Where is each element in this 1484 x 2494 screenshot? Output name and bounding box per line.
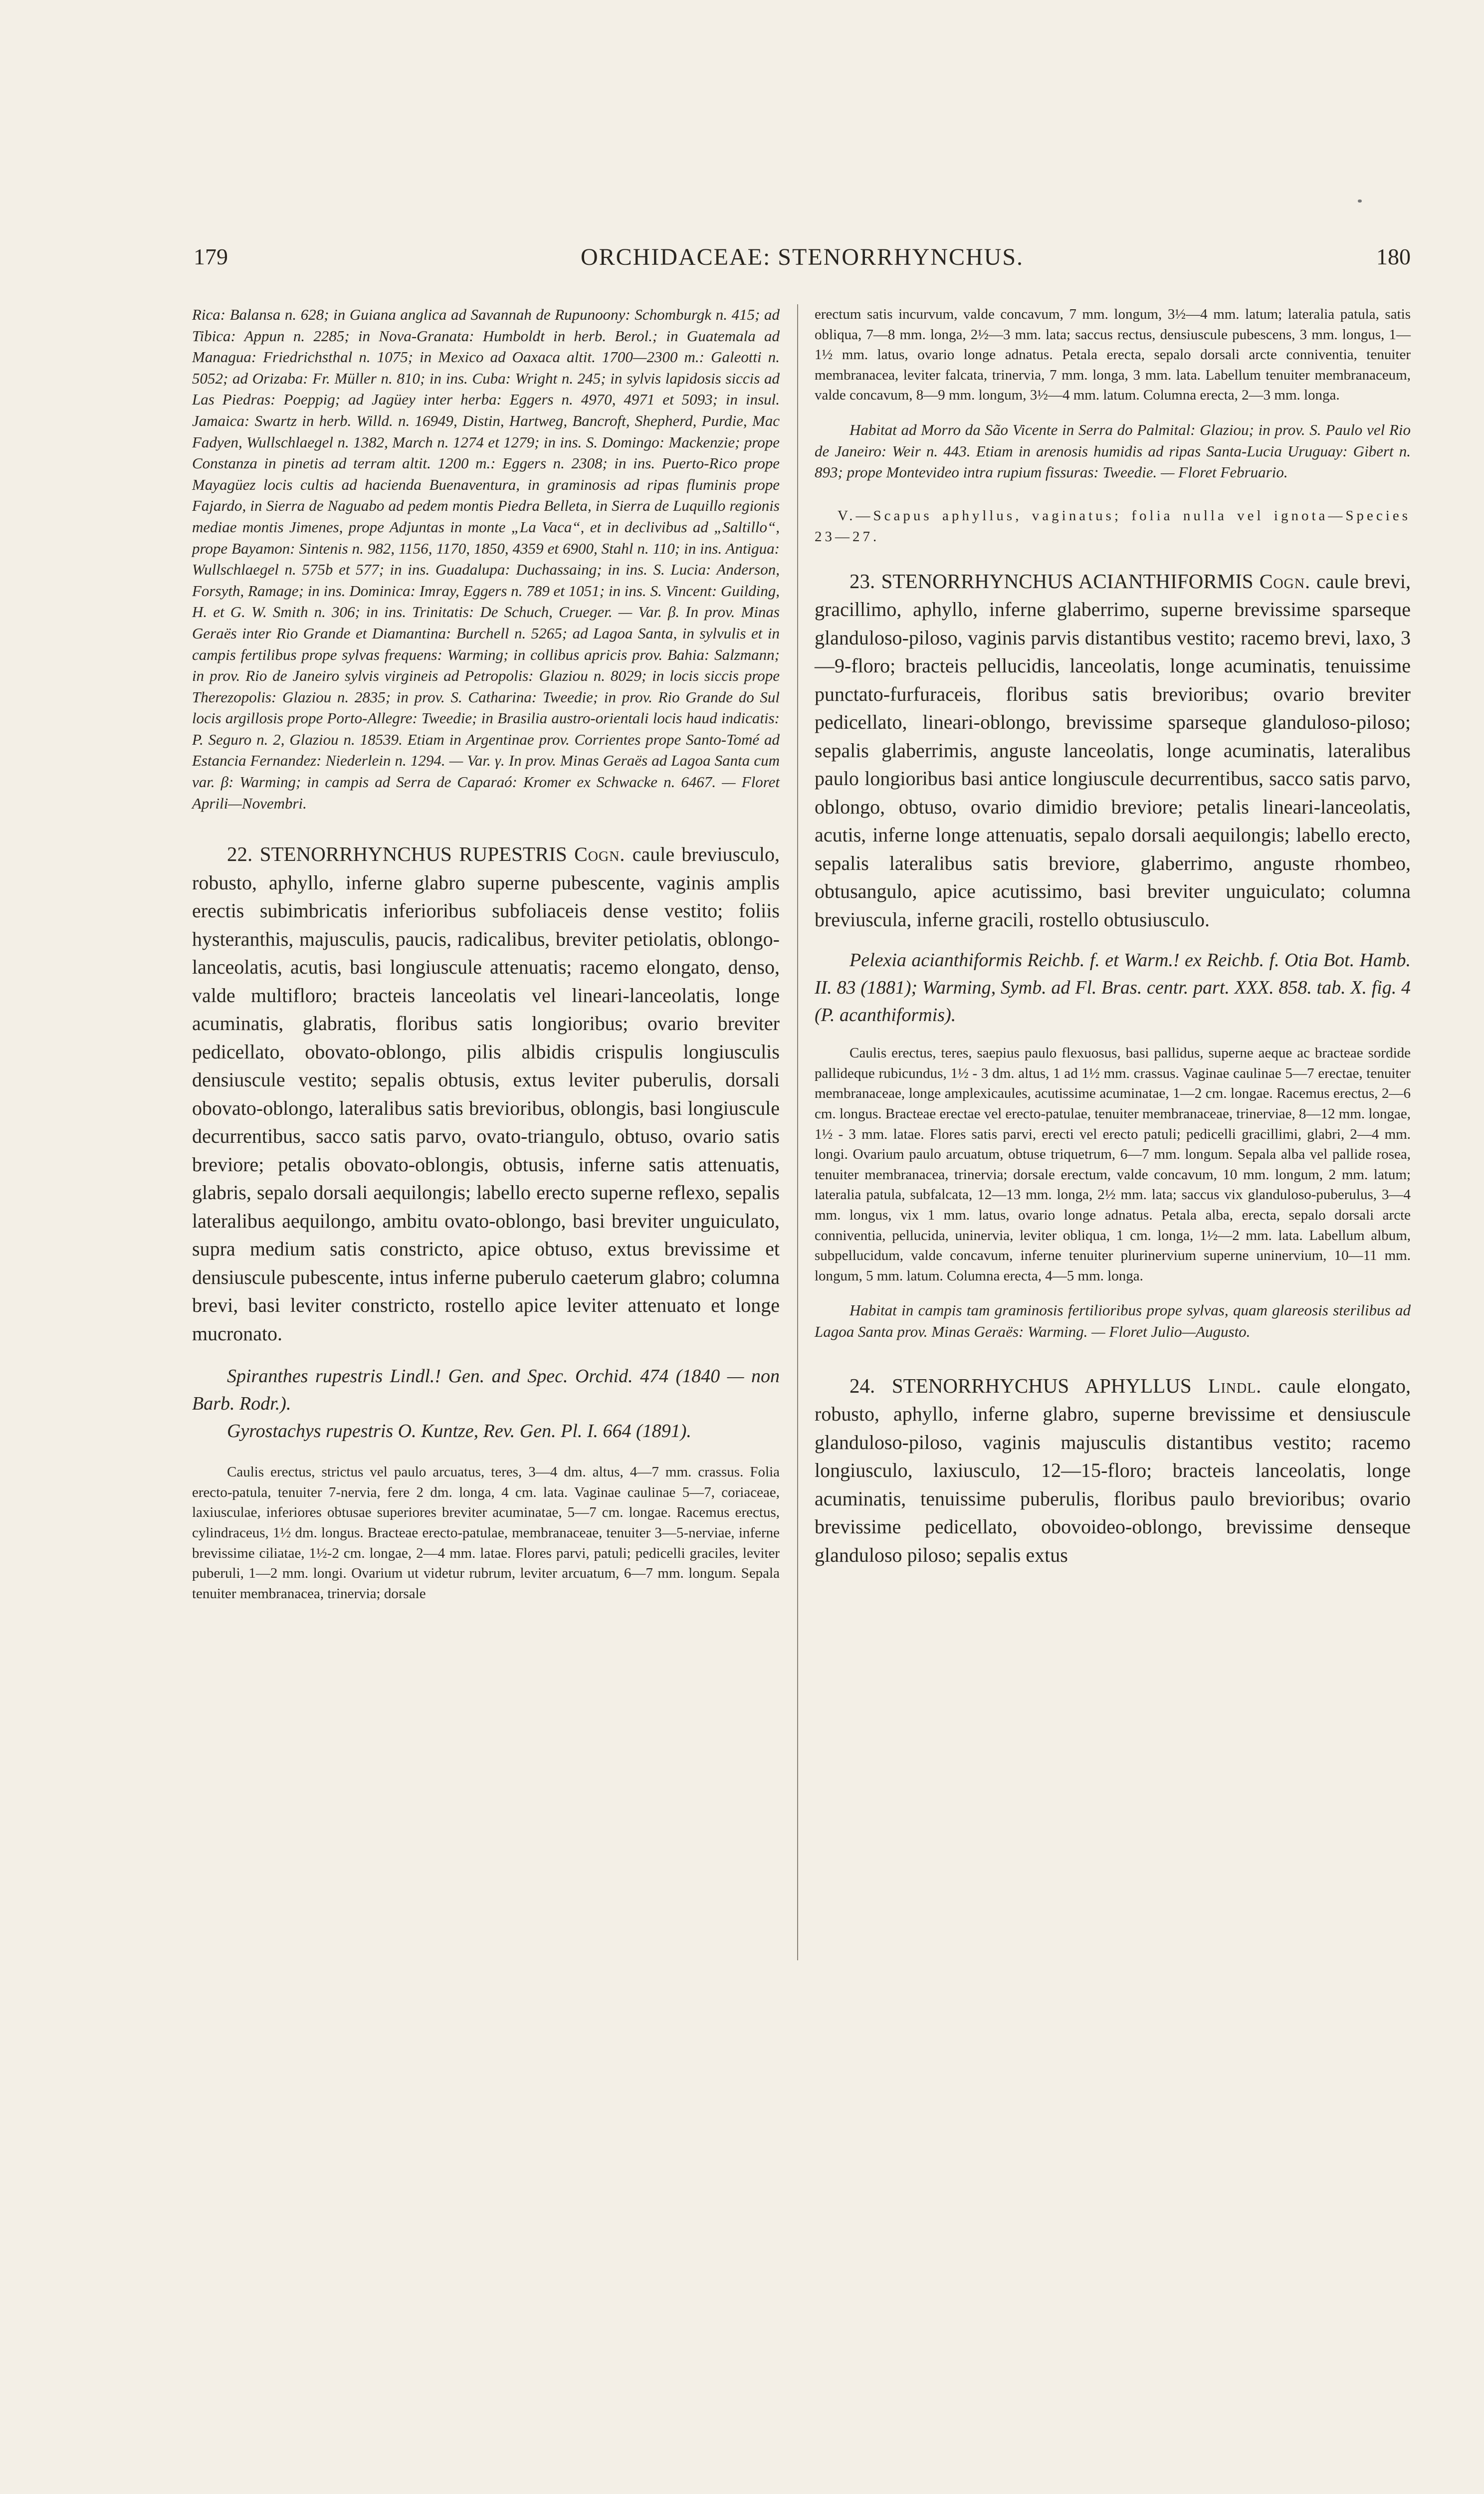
species-22-synonym-1: Spiranthes rupestris Lindl.! Gen. and Spec. Orchid. 474 (1840 — non Barb. Rodr.). <box>192 1366 780 1415</box>
distribution-continued: Rica: Balansa n. 628; in Guiana anglica ad Savannah de Rupunoony: Schomburgk n. 415; ad Tibica: Appun n. 2285; in Nova-Granata: Humboldt in herb. Berol.; in Guatemala ad Managua: Friedrichsthal n. 1075; in Mexico ad Oaxaca altit. 1700—2300 m.: Galeotti n. 5052; ad Orizaba: Fr. Müller n. 810; in ins. Cuba: Wright n. 245; in sylvis lapidosis siccis ad Las Piedras: Poeppig; ad Jagüey inter herba: Eggers n. 4970, 4971 et 5093; in insul. Jamaica: Swartz in herb. Willd. n. 16949, Distin, Hartweg, Bancroft, Shepherd, Purdie, Mac Fadyen, Wullschlaegel n. 1382, March n. 1274 et 1279; in ins. S. Domingo: Mackenzie; prope Constanza in pinetis ad terram altit. 1200 m.: Eggers n. 2308; in ins. Puerto-Rico prope Mayagüez locis cultis ad hacienda Buenaventura, in graminosis ad ripas fluminis prope Fajardo, in Sierra de Naguabo ad pedem montis Piedra Belleta, in Sierra de Luquillo regionis mediae montis Jimenes, prope Adjuntas in monte „La Vaca“, et in declivibus ad „Saltillo“, prope Bayamon: Sintenis n. 982, 1156, 1170, 1850, 4359 et 6900, Stahl n. 110; in ins. Antigua: Wullschlaegel n. 575b et 577; in ins. Guadalupa: Duchassaing; in ins. S. Lucia: Anderson, Forsyth, Ramage; in ins. Dominica: Imray, Eggers n. 789 et 1051; in ins. S. Vincent: Guilding, H. et G. W. Smith n. 306; in ins. Trinitatis: De Schuch, Crueger. — Var. β. In prov. Minas Geraës inter Rio Grande et Diamantina: Burchell n. 5265; ad Lagoa Santa, in sylvulis et in campis fertilibus prope sylvas frequens: Warming; in collibus apricis prov. Bahia: Salzmann; in prov. Rio de Janeiro sylvis virgineis ad Petropolis: Glaziou n. 8029; in locis siccis prope Therezopolis: Glaziou n. 2835; in prov. S. Catharina: Tweedie; in prov. Rio Grande do Sul locis argillosis prope Porto-Allegre: Tweedie; in Brasilia austro-orientali locis haud indicatis: P. Seguro n. 2, Glaziou n. 18539. Etiam in Argentinae prov. Corrientes prope Santo-Tomé ad Estancia Fernandez: Niederlein n. 1294. — Var. γ. In prov. Minas Geraës ad Lagoa Santa cum var. β: Warming; in campis ad Serra de Caparaó: Kromer ex Schwacke n. 6467. — Floret Aprili—Novembri. <box>192 306 780 812</box>
species-22-description: Caulis erectus, strictus vel paulo arcuatus, teres, 3—4 dm. altus, 4—7 mm. crassus. Folia erecto-patula, tenuiter 7-nervia, fere 2 dm. longa, 4 cm. lata. Vaginae caulinae 5—7, coriaceae, laxiusculae, inferiores obtusae superiores breviter acuminatae, 5—7 cm. longae. Racemus erectus, cylindraceus, 1½ dm. longus. Bracteae erecto-patulae, membranaceae, tenuiter 3—5-nerviae, inferne brevissime ciliatae, 1½-2 cm. longae, 2—4 mm. latae. Flores parvi, patuli; pedicelli graciles, leviter puberuli, 1—2 mm. longi. Ovarium ut videtur rubrum, leviter arcuatum, 6—7 mm. longum. Sepala tenuiter membranacea, trinervia; dorsale <box>192 1464 780 1602</box>
species-22-heading: 22. STENORRHYNCHUS RUPESTRIS <box>227 842 567 866</box>
species-23-synonym: Pelexia acianthiformis Reichb. f. et Warm.! ex Reichb. f. Otia Bot. Hamb. II. 83 (1881); Warming, Symb. ad Fl. Bras. centr. part. XXX. 858. tab. X. fig. 4 (P. acanthiformis). <box>815 950 1411 1026</box>
species-24-heading: 24. STENORRHYCHUS APHYLLUS <box>849 1374 1192 1397</box>
species-23-heading: 23. STENORRHYNCHUS ACIANTHIFORMIS <box>849 569 1254 593</box>
species-23-diagnosis-text: caule brevi, gracillimo, aphyllo, inferne glaberrimo, superne brevissime sparseque glanduloso-piloso, vaginis parvis distantibus vestito; racemo brevi, laxo, 3—9-floro; bracteis pellucidis, lanceolatis, longe acuminatis, tenuissime punctato-furfuraceis, floribus satis brevioribus; ovario breviter pedicellato, lineari-oblongo, brevissime sparseque glanduloso-piloso; sepalis glaberrimis, anguste lanceolatis, longe acuminatis, lateralibus paulo longioribus basi antice longiuscule decurrentibus, sacco satis parvo, oblongo, obtuso, ovario dimidio breviore; petalis lineari-lanceolatis, acutis, inferne longe attenuatis, sepalo dorsali aequilongis; labello erecto, sepalis lateralibus satis breviore, glaberrimo, anguste rhombeo, obtusangulo, apice acutissimo, basi breviter unguiculato; columna breviuscula, inferne gracili, rostello obtusiusculo. <box>815 570 1411 931</box>
species-22-synonym-2: Gyrostachys rupestris O. Kuntze, Rev. Gen. Pl. I. 664 (1891). <box>227 1421 691 1442</box>
species-22-diagnosis <box>192 840 780 1348</box>
running-title: ORCHIDACEAE: STENORRHYNCHUS. <box>580 244 1024 270</box>
species-24-diagnosis-text: caule elongato, robusto, aphyllo, inferne glabro, superne brevissime et densiuscule glanduloso-piloso, vaginis majusculis distantibus vestito; racemo longiusculo, laxiusculo, 12—15-floro; bracteis lanceolatis, longe acuminatis, tenuissime puberulis, floribus paulo brevioribus; ovario brevissime pedicellato, obovoideo-oblongo, brevissime denseque glanduloso piloso; sepalis extus <box>815 1374 1411 1566</box>
species-23-description: Caulis erectus, teres, saepius paulo flexuosus, basi pallidus, superne aeque ac bracteae sordide pallideque rubicundus, 1½ - 3 dm. altus, 1 ad 1½ mm. crassus. Vaginae caulinae 5—7 erectae, tenuiter membranaceae, longe amplexicaules, acutissime acuminatae, 1—2 cm. longae. Racemus erectus, 2—6 cm. longus. Bracteae erectae vel erecto-patulae, tenuiter membranaceae, trinerviae, 8—12 mm. longae, 1½ - 3 mm. latae. Flores satis parvi, erecti vel erecto patuli; pedicelli gracillimi, glabri, 2—4 mm. longi. Ovarium paulo arcuatum, obtuse triquetrum, 6—7 mm. longum. Sepala alba vel pallide rosea, tenuiter membranacea, trinervia; dorsale erectum, valde concavum, 10 mm. longum, 2 mm. latum; lateralia patula, subfalcata, 12—13 mm. longa, 2½ mm. lata; saccus vix glanduloso-puberulus, 3—4 mm. longus, vix 1 mm. latus, ovario longe adnatus. Petala alba, erecta, sepalo dorsali arcte conniventia, pellucida, uninervia, leviter obliqua, 1 cm. longa, 1½—2 mm. lata. Labellum album, subpellucidum, valde concavum, inferne tenuiter plurinervium superne uninervium, 10—11 mm. longum, 5 mm. latum. Columna erecta, 4—5 mm. longa. <box>815 1045 1411 1284</box>
right-column <box>815 304 1411 1569</box>
species-24-diagnosis <box>815 1372 1411 1570</box>
species-22-description-continued: erectum satis incurvum, valde concavum, 7 mm. longum, 3½—4 mm. latum; lateralia patula, satis obliqua, 7—8 mm. longa, 2½—3 mm. lata; saccus rectus, densiuscule pubescens, 3 mm. longus, 1—1½ mm. latus, ovario longe adnatus. Petala erecta, sepalo dorsali arcte conniventia, tenuiter membranacea, leviter falcata, trinervia, 7 mm. longa, 3 mm. lata. Labellum tenuiter membranaceum, valde concavum, 8—9 mm. longum, 3½—4 mm. latum. Columna erecta, 2—3 mm. longa. <box>815 306 1411 404</box>
species-24-author: Lindl. <box>1208 1374 1262 1397</box>
page-number-right: 180 <box>1376 244 1411 269</box>
section-v-heading: V.—Scapus aphyllus, vaginatus; folia nulla vel ignota—Species 23—27. <box>815 507 1411 545</box>
species-23-author: Cogn. <box>1259 570 1311 593</box>
species-22-diagnosis-text: caule breviusculo, robusto, aphyllo, inferne glabro superne pubescente, vaginis amplis erectis subimbricatis inferioribus subfoliaceis dense vestito; foliis hysteranthis, majusculis, paucis, radicalibus, breviter petiolatis, oblongo-lanceolatis, acutis, basi longiuscule attenuatis; racemo elongato, denso, valde multifloro; bracteis lanceolatis vel lineari-lanceolatis, longe acuminatis, glabratis, floribus satis longioribus; ovario breviter pedicellato, obovato-oblongo, pilis albidis crispulis longiusculis densiuscule vestito; sepalis obtusis, extus leviter puberulis, dorsali obovato-oblongo, lateralibus satis brevioribus, oblongis, basi longiuscule decurrentibus, sacco satis parvo, ovato-triangulo, obtuso, ovario satis breviore; petalis obovato-oblongis, obtusis, inferne satis attenuatis, glabris, sepalo dorsali aequilongis; labello erecto superne reflexo, sepalis lateralibus aequilongo, ambitu ovato-oblongo, basi breviter unguiculato, supra medium satis constricto, apice obtuso, extus brevissime et densiuscule pubescente, intus inferne puberulo caeterum glabro; columna brevi, basi leviter constricto, rostello apice leviter attenuato et longe mucronato. <box>192 843 780 1345</box>
species-23-habitat: Habitat in campis tam graminosis fertilioribus prope sylvas, quam glareosis sterilibus ad Lagoa Santa prov. Minas Geraës: Warming. — Floret Julio—Augusto. <box>815 1301 1411 1340</box>
running-header <box>194 243 1411 278</box>
speck-mark <box>1358 200 1362 203</box>
left-column <box>192 304 780 1604</box>
page-number-left: 179 <box>194 244 228 269</box>
column-divider <box>797 304 798 1960</box>
species-23-diagnosis <box>815 567 1411 934</box>
species-22-author: Cogn. <box>574 843 626 866</box>
species-22-habitat: Habitat ad Morro da São Vicente in Serra do Palmital: Glaziou; in prov. S. Paulo vel Rio de Janeiro: Weir n. 443. Etiam in arenosis humidis ad ripas Santa-Lucia Uruguay: Gibert n. 893; prope Montevideo intra rupium fissuras: Tweedie. — Floret Februario. <box>815 420 1411 481</box>
